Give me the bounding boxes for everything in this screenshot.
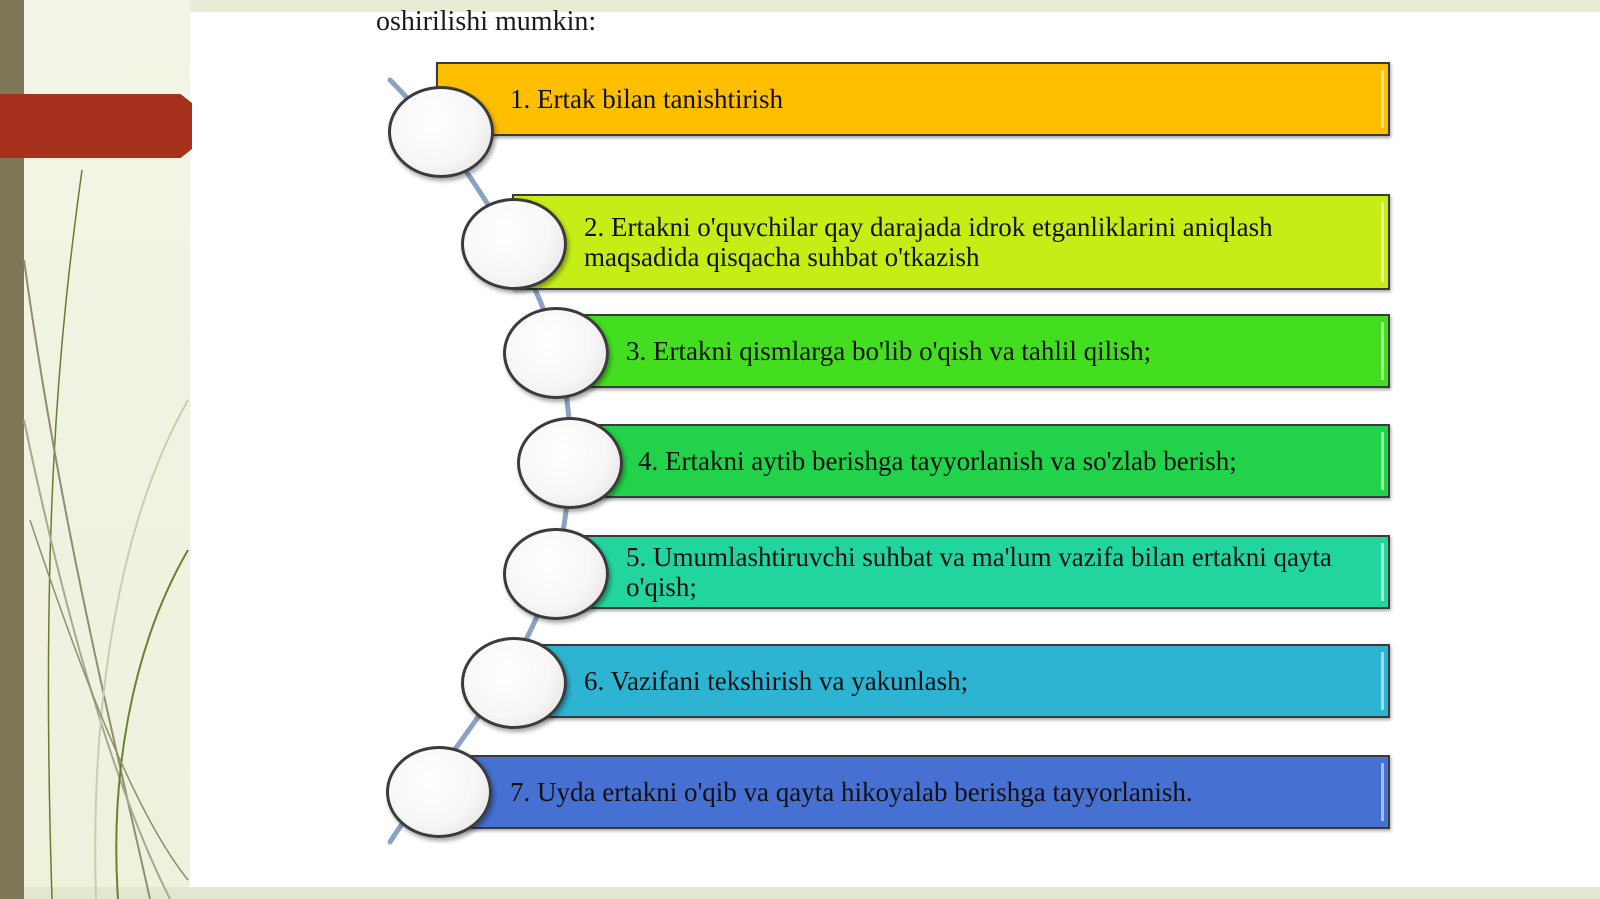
step-bar-3 xyxy=(560,314,1390,388)
step-text-1: 1. Ertak bilan tanishtirish xyxy=(510,84,783,114)
step-circle-6 xyxy=(461,637,567,729)
step-bar-6 xyxy=(512,644,1390,718)
step-text-5: 5. Umumlashtiruvchi suhbat va ma'lum vazifa bilan ertakni qayta o'qish; xyxy=(626,542,1332,602)
step-circle-1 xyxy=(388,86,494,178)
step-text-4: 4. Ertakni aytib berishga tayyorlanish va so'zlab berish; xyxy=(638,446,1237,476)
step-circle-7 xyxy=(386,746,492,838)
step-text-3: 3. Ertakni qismlarga bo'lib o'qish va tahlil qilish; xyxy=(626,336,1152,366)
step-bar-1 xyxy=(436,62,1390,136)
step-circle-5 xyxy=(503,528,609,620)
step-text-7: 7. Uyda ertakni o'qib va qayta hikoyalab berishga tayyorlanish. xyxy=(510,777,1193,807)
step-bar-2 xyxy=(512,194,1390,290)
step-bar-5 xyxy=(560,535,1390,609)
intro-text: oshirilishi mumkin: xyxy=(376,6,597,37)
step-circle-4 xyxy=(517,417,623,509)
step-bar-7 xyxy=(436,755,1390,829)
step-circle-3 xyxy=(503,307,609,399)
step-bar-4 xyxy=(574,424,1390,498)
step-text-6: 6. Vazifani tekshirish va yakunlash; xyxy=(584,666,969,696)
step-circle-2 xyxy=(461,198,567,290)
step-text-2: 2. Ertakni o'quvchilar qay darajada idrok etganliklarini aniqlash maqsadida qisqacha suhbat o'tkazish xyxy=(584,212,1273,272)
